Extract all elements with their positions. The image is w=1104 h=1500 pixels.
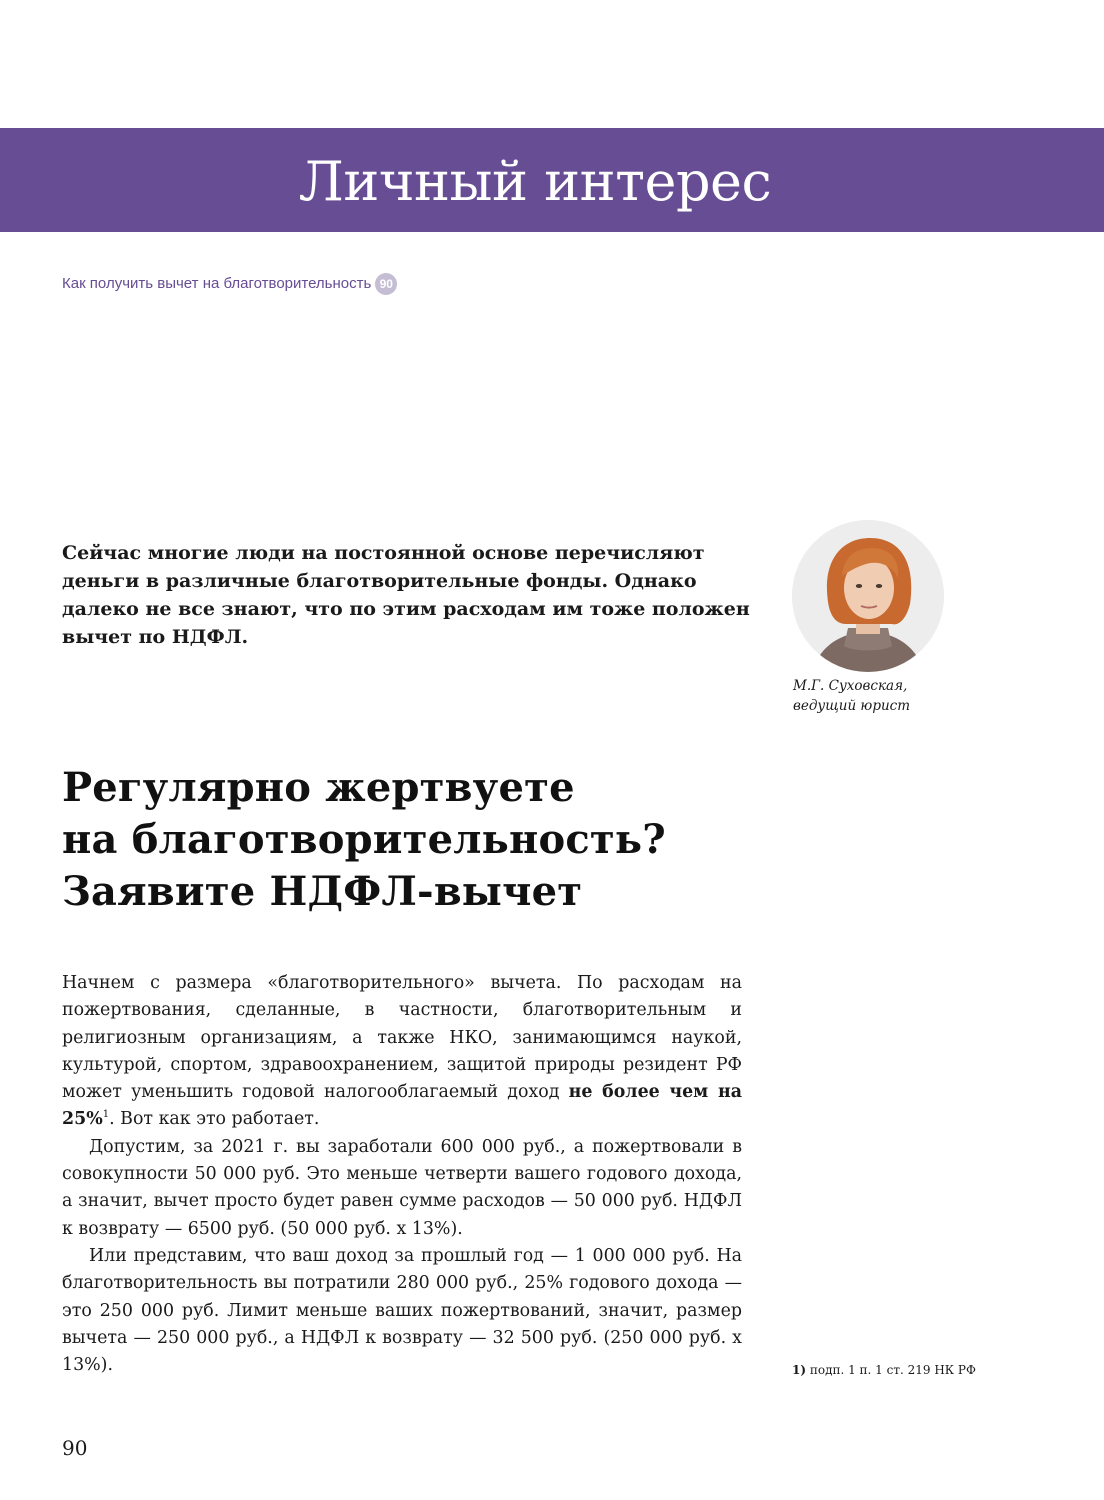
article-headline — [62, 762, 822, 918]
body-p1-tail: . Вот как это работает. — [109, 1109, 320, 1130]
author-photo — [792, 520, 944, 672]
author-name: М.Г. Суховская, — [793, 678, 908, 694]
body-paragraph-2: Допустим, за 2021 г. вы заработали 600 000 руб., а пожертвовали в совокупности 50 000 руб. Это меньше четверти вашего годового дохода, а значит, вычет просто будет равен сумме расходов — 50 000 руб. НДФЛ к возврату — 6500 руб. (50 000 руб. х 13%). — [62, 1136, 742, 1239]
footnote-text: подп. 1 п. 1 ст. 219 НК РФ — [806, 1363, 976, 1377]
toc-link-text: Как получить вычет на благотворительность — [62, 275, 372, 292]
banner-scalloped-edge — [0, 226, 1104, 238]
headline-line-1: Регулярно жертвуете — [62, 764, 575, 811]
author-caption — [793, 676, 1013, 716]
body-p1-text: Начнем с размера «благотворительного» вычета. По расходам на пожертвования, сделанные, в частности, благотворительным и религиозным организациям, а также НКО, занимающимся наукой, культурой, спортом, здравоохранением, защитой природы резидент РФ может уменьшить годовой налогооблагаемый доход — [62, 973, 742, 1103]
page-number: 90 — [62, 1436, 88, 1460]
toc-link[interactable] — [62, 273, 397, 295]
body-paragraph-1 — [62, 970, 742, 1134]
footnote-marker: 1) — [792, 1363, 807, 1377]
toc-page-badge: 90 — [375, 273, 397, 295]
headline-line-2: на благотворительность? — [62, 816, 666, 863]
author-portrait-icon — [792, 520, 944, 672]
author-role: ведущий юрист — [793, 698, 911, 714]
article-body — [62, 970, 742, 1379]
footnote-ref[interactable]: 1 — [102, 1109, 110, 1121]
body-paragraph-3: Или представим, что ваш доход за прошлый год — 1 000 000 руб. На благотворительность вы потратили 280 000 руб., 25% годового дохода — это 250 000 руб. Лимит меньше ваших пожертвований, значит, размер вычета — 250 000 руб., а НДФЛ к возврату — 32 500 руб. (250 000 руб. х 13%). — [62, 1245, 742, 1376]
footnote — [792, 1361, 1092, 1379]
body-p1-bold: не более чем на 25% — [62, 1082, 742, 1130]
section-title: Личный интерес — [298, 150, 772, 213]
lead-paragraph: Сейчас многие люди на постоянной основе перечисляют деньги в различные благотворительные фонды. Однако далеко не все знают, что по этим расходам им тоже положен вычет по НДФЛ. — [62, 542, 750, 648]
headline-line-3: Заявите НДФЛ-вычет — [62, 868, 583, 915]
